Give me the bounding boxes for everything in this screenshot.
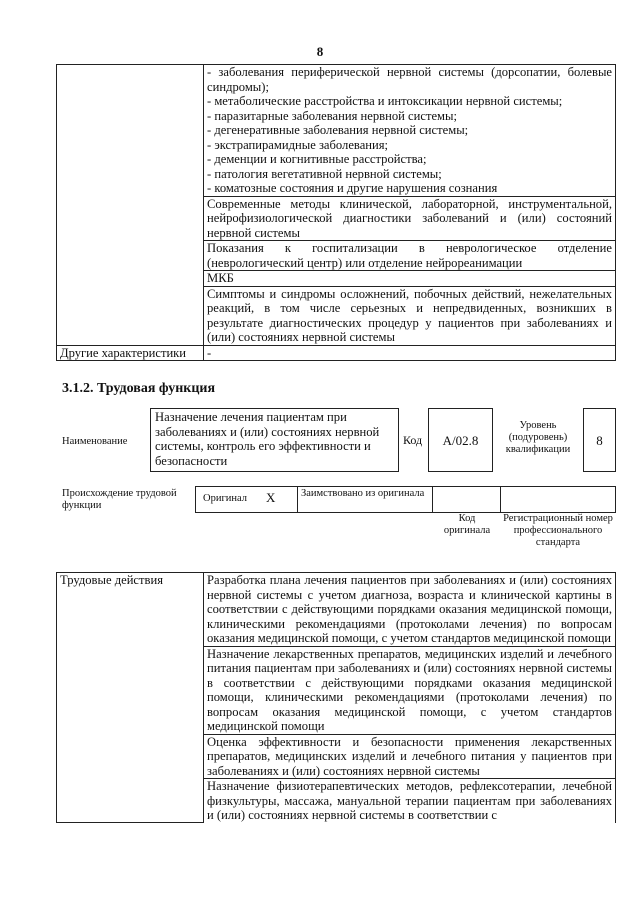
name-box bbox=[150, 408, 399, 472]
name-label: Наименование bbox=[62, 436, 128, 447]
continuation-table bbox=[56, 64, 616, 361]
origin-divider bbox=[297, 486, 298, 512]
code-box bbox=[428, 408, 493, 472]
methods-cell: Современные методы клинической, лабораторной, инструментальной, нейрофизиологической диагностики заболеваний и (или) состояний нервной системы bbox=[204, 196, 616, 241]
original-mark: X bbox=[266, 490, 276, 505]
table-row: Назначение лекарственных препаратов, медицинских изделий и лечебного питания пациентам при заболеваниях и (или) состояниях нервной системы в соответствии с действующими порядками оказания медицинской помощи, клиническими рекомендациями (протоколами лечения) по вопросам оказания медицинской помощи, с учетом стандартов медицинской помощи bbox=[204, 646, 616, 734]
origin-divider bbox=[432, 486, 433, 512]
list-item: - метаболические расстройства и интоксикации нервной системы; bbox=[207, 94, 563, 108]
code-original-caption: Код оригинала bbox=[443, 513, 491, 536]
name-value: Назначение лечения пациентам при заболеваниях и (или) состояниях нервной системы, контроль его эффективности и безопасности bbox=[155, 410, 380, 468]
level-box bbox=[583, 408, 616, 472]
origin-label: Происхождение трудовой функции bbox=[62, 488, 177, 511]
table-row: Назначение физиотерапевтических методов, рефлексотерапии, лечебной физкультуры, массажа, мануальной терапии пациентам при заболеваниях и (или) состояниях нервной системы в соответствии с bbox=[204, 779, 616, 823]
list-item: - деменции и когнитивные расстройства; bbox=[207, 152, 427, 166]
section-heading: 3.1.2. Трудовая функция bbox=[62, 381, 216, 396]
list-item: - паразитарные заболевания нервной системы; bbox=[207, 108, 457, 123]
list-item: - коматозные состояния и другие нарушения сознания bbox=[207, 181, 498, 195]
indications-cell: Показания к госпитализации в неврологическое отделение (неврологический центр) или отделение нейрореанимации bbox=[204, 241, 616, 271]
other-value-cell: - bbox=[204, 345, 616, 361]
symptoms-cell: Симптомы и синдромы осложнений, побочных действий, нежелательных реакций, в том числе серьезных и непредвиденных, возникших в результате диагностических процедур у пациентов при заболеваниях и (или) состояниях нервной системы bbox=[204, 286, 616, 345]
mkb-cell: МКБ bbox=[204, 271, 616, 287]
list-item: - патология вегетативной нервной системы; bbox=[207, 166, 442, 181]
other-label-cell: Другие характеристики bbox=[57, 345, 204, 361]
origin-divider bbox=[500, 486, 501, 512]
list-item: - экстрапирамидные заболевания; bbox=[207, 137, 389, 152]
list-item: - заболевания периферической нервной системы (дорсопатии, болевые синдромы); bbox=[207, 65, 612, 94]
page-number: 8 bbox=[316, 44, 324, 59]
list-item: - дегенеративные заболевания нервной системы; bbox=[207, 123, 469, 137]
actions-label-cell: Трудовые действия bbox=[57, 573, 204, 823]
code-label: Код bbox=[403, 433, 423, 447]
level-label: Уровень (подуровень) квалификации bbox=[505, 420, 571, 455]
borrowed-label: Заимствовано из оригинала bbox=[301, 488, 425, 499]
diseases-cell bbox=[204, 65, 616, 197]
original-label: Оригинал bbox=[203, 493, 247, 504]
table-row: Разработка плана лечения пациентов при заболеваниях и (или) состояниях нервной системы с учетом диагноза, возраста и клинической картины в соответствии с действующими порядками оказания медицинской помощи, клиническими рекомендациями (протоколами лечения) по вопросам оказания медицинской помощи, с учетом стандартов медицинской помощи bbox=[204, 573, 616, 647]
actions-table bbox=[56, 572, 616, 823]
code-value: A/02.8 bbox=[442, 433, 479, 448]
table-row: Оценка эффективности и безопасности применения лекарственных препаратов, медицинских изделий и лечебного питания у пациентов при заболеваниях и (или) состояниях нервной системы bbox=[204, 734, 616, 779]
empty-label-cell bbox=[57, 65, 204, 346]
reg-number-caption: Регистрационный номер профессионального стандарта bbox=[503, 513, 613, 548]
level-value: 8 bbox=[596, 433, 603, 448]
